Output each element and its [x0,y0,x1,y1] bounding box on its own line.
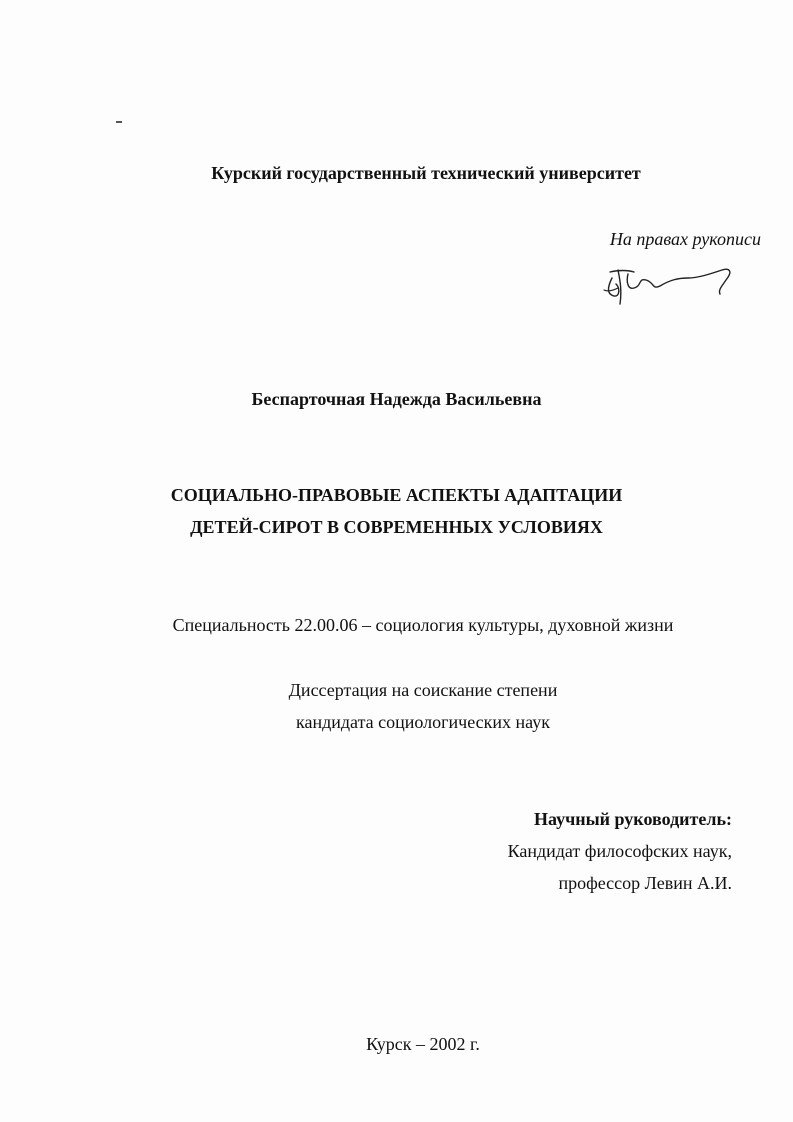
university-name: Курский государственный технический университет [211,163,641,183]
thesis-title-line-1: СОЦИАЛЬНО-ПРАВОВЫЕ АСПЕКТЫ АДАПТАЦИИ [170,485,623,505]
author-name: Беспарточная Надежда Васильевна [251,389,542,409]
supervisor-degree: Кандидат философских наук, [507,841,732,861]
scan-speck [116,121,122,123]
dissertation-line-1: Диссертация на соискание степени [288,680,558,700]
supervisor-name: профессор Левин А.И. [558,873,732,893]
thesis-title-line-2: ДЕТЕЙ-СИРОТ В СОВРЕМЕННЫХ УСЛОВИЯХ [190,517,603,537]
dissertation-line-2: кандидата социологических наук [296,712,550,732]
signature-icon [598,260,738,310]
place-year: Курск – 2002 г. [366,1034,480,1054]
specialty: Специальность 22.00.06 – социология культуры, духовной жизни [172,615,674,635]
manuscript-note: На правах рукописи [609,229,761,249]
supervisor-label: Научный руководитель: [534,809,732,829]
